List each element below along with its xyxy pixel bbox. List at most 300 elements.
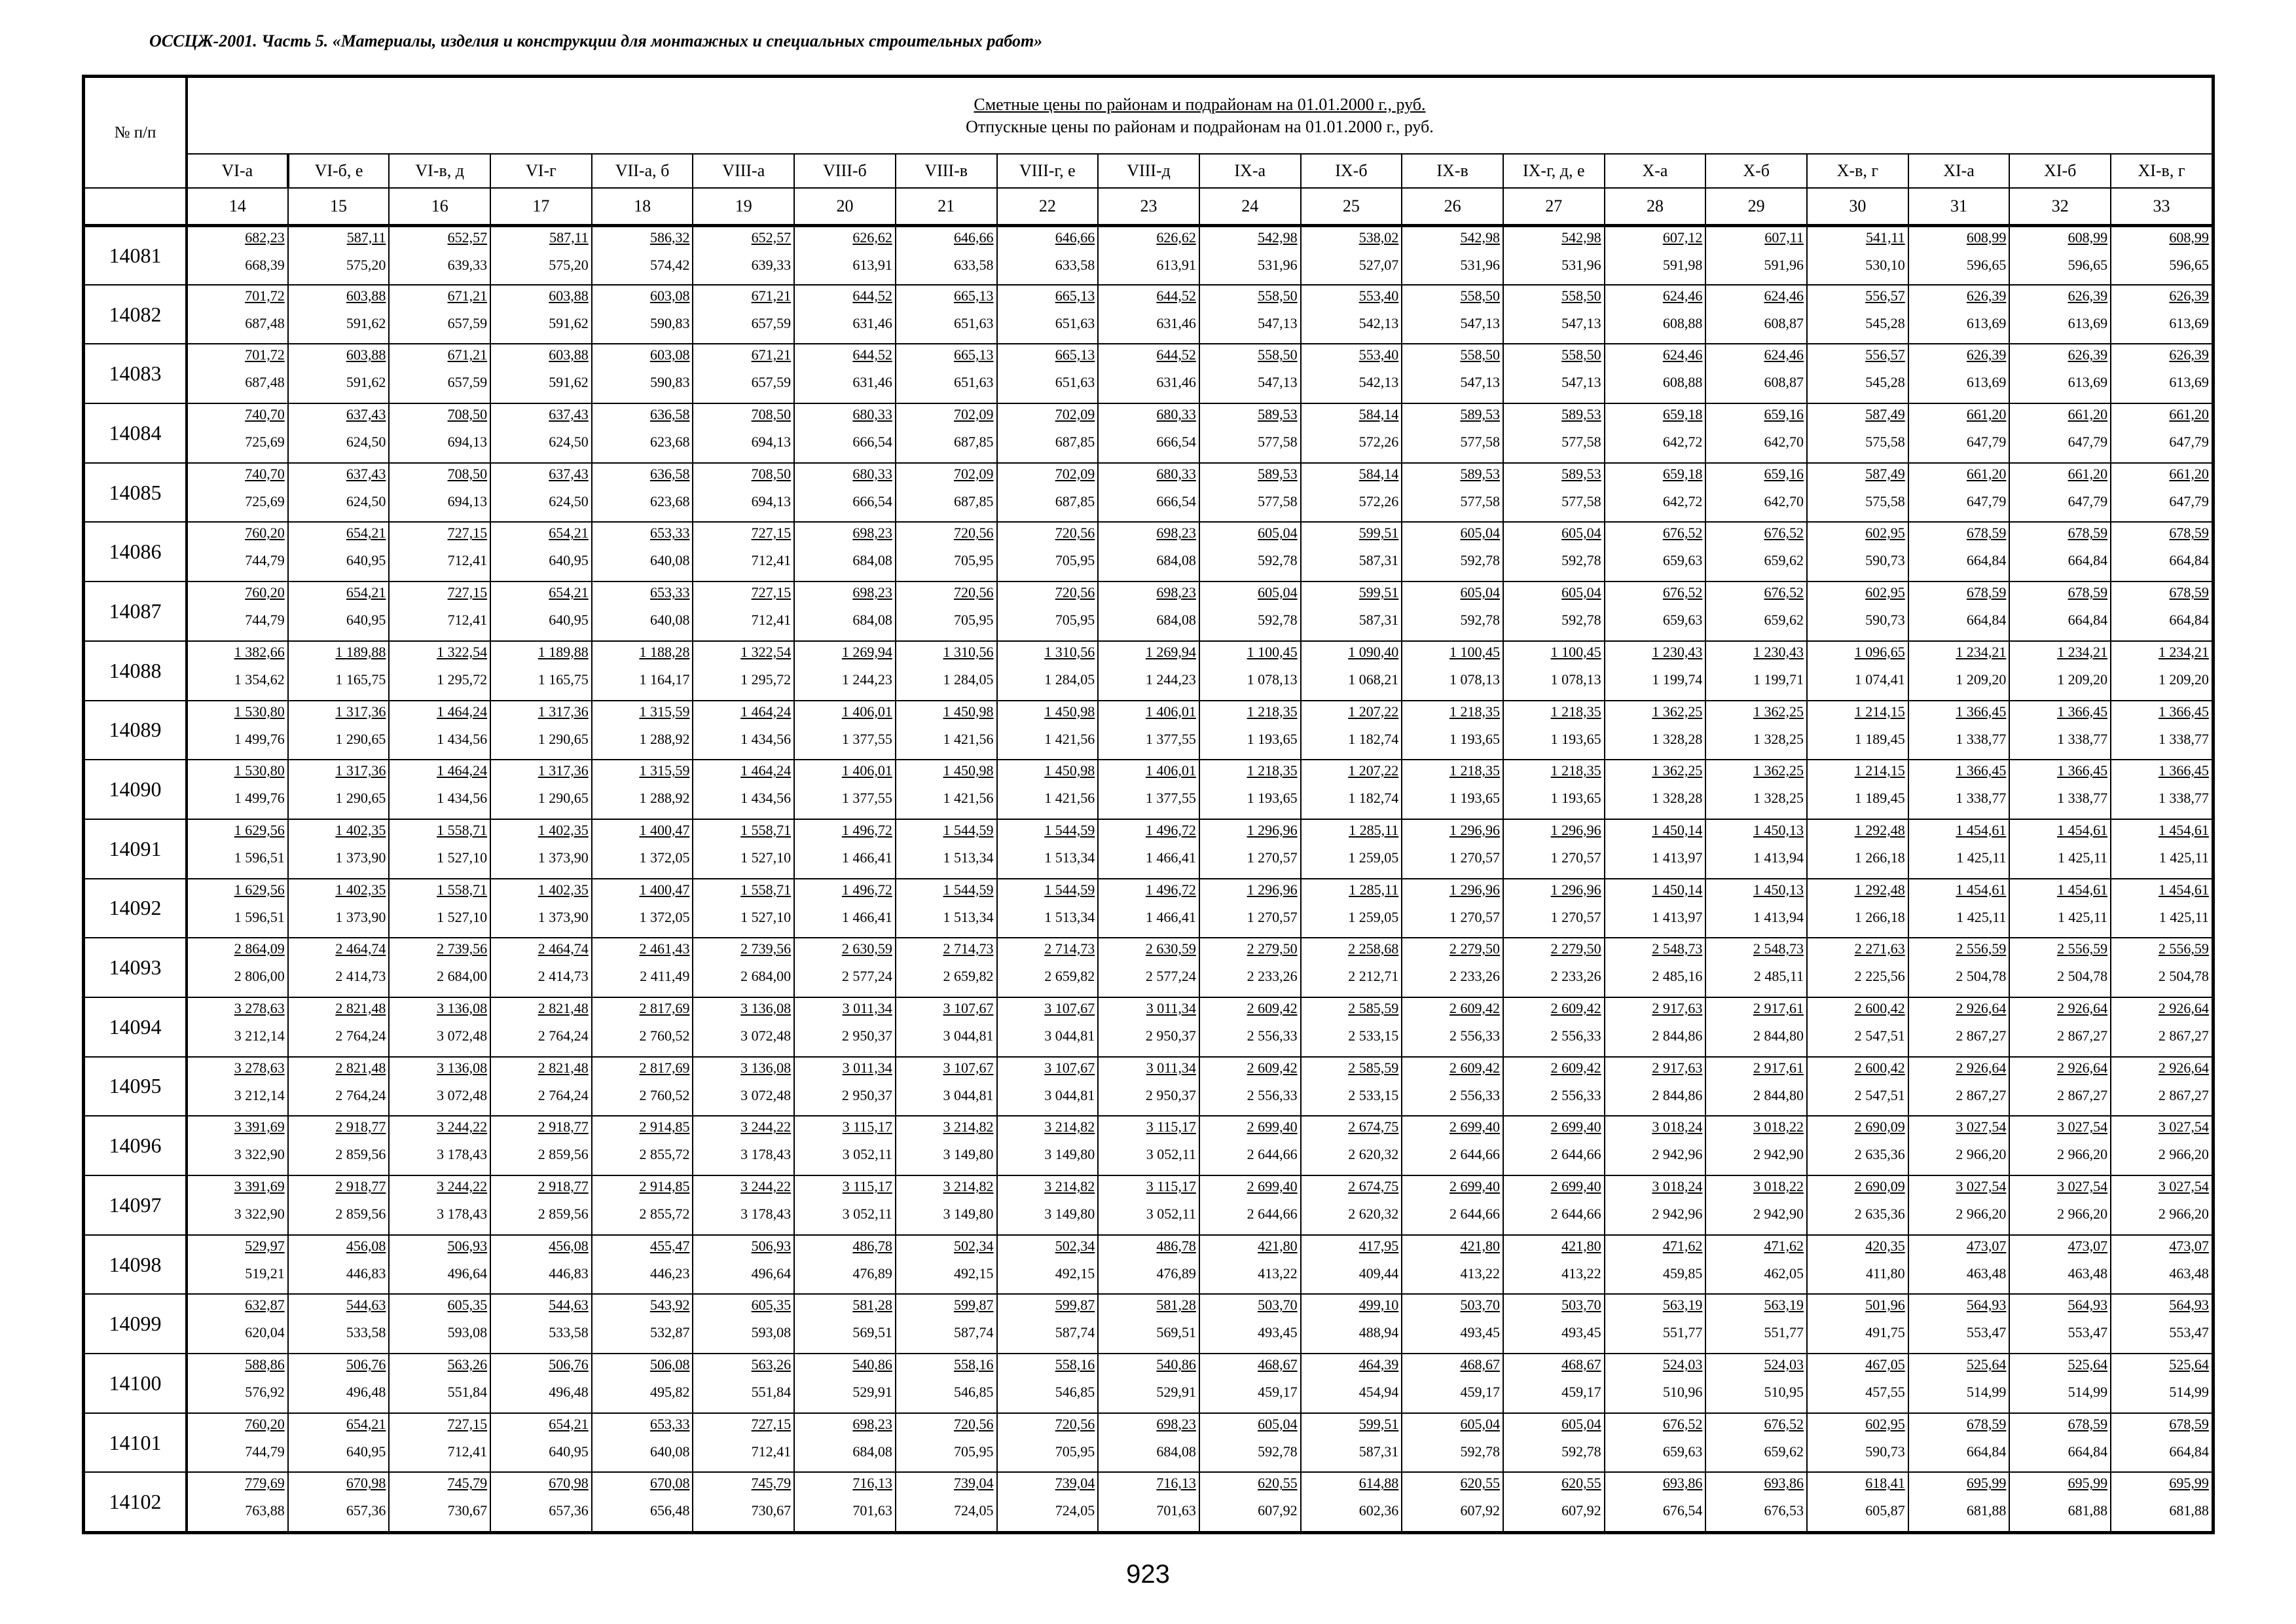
- release-price: 590,73: [1865, 612, 1905, 629]
- release-price: 640,95: [549, 612, 589, 629]
- release-price: 2 966,20: [2158, 1206, 2209, 1222]
- price-cell: [490, 641, 592, 701]
- estimated-price: 2 279,50: [1550, 940, 1601, 957]
- release-price: 459,17: [1561, 1384, 1601, 1401]
- price-cell: [693, 1294, 794, 1354]
- table-row: [84, 1057, 2212, 1116]
- estimated-price: 654,21: [346, 525, 386, 542]
- price-cell: [1705, 760, 1807, 819]
- estimated-price: 486,78: [852, 1237, 892, 1254]
- estimated-price: 2 630,59: [841, 940, 892, 957]
- estimated-price: 1 450,98: [943, 703, 994, 720]
- table-row: [84, 581, 2212, 641]
- price-cell: [1705, 879, 1807, 938]
- release-price: 1 328,28: [1652, 790, 1703, 807]
- estimated-price: 614,88: [1358, 1475, 1399, 1492]
- page-number: 923: [1126, 1560, 1170, 1589]
- estimated-price: 1 317,36: [538, 703, 589, 720]
- price-cell: [1807, 1294, 1908, 1354]
- release-price: 657,36: [346, 1502, 386, 1519]
- release-price: 2 760,52: [639, 1086, 690, 1103]
- row-number: 14102: [84, 1472, 187, 1532]
- estimated-price: 708,50: [447, 406, 488, 423]
- price-cell: [389, 938, 490, 997]
- release-price: 553,47: [2068, 1324, 2108, 1341]
- estimated-price: 467,05: [1865, 1356, 1905, 1373]
- estimated-price: 618,41: [1865, 1475, 1905, 1492]
- estimated-price: 626,39: [1966, 287, 2007, 304]
- release-price: 640,08: [649, 552, 690, 569]
- estimated-price: 1 454,61: [2158, 881, 2209, 898]
- estimated-price: 1 100,45: [1550, 643, 1601, 660]
- estimated-price: 540,86: [852, 1356, 892, 1373]
- column-number: 30: [1807, 188, 1908, 225]
- price-cell: [592, 760, 693, 819]
- release-price: 575,20: [549, 256, 589, 273]
- price-cell: [288, 285, 390, 344]
- estimated-price: 3 018,24: [1652, 1118, 1703, 1135]
- price-cell: [1199, 285, 1301, 344]
- price-cell: [490, 581, 592, 641]
- price-cell: [1503, 1294, 1605, 1354]
- release-price: 592,78: [1258, 552, 1298, 569]
- release-price: 2 844,86: [1652, 1027, 1703, 1044]
- estimated-price: 740,70: [245, 406, 285, 423]
- price-cell: [592, 522, 693, 581]
- estimated-price: 632,87: [245, 1297, 285, 1314]
- price-cell: [1705, 701, 1807, 760]
- region-header: VIII-д: [1098, 154, 1199, 188]
- estimated-price: 727,15: [751, 525, 792, 542]
- column-number-blank: [84, 188, 187, 225]
- price-cell: [187, 225, 288, 285]
- release-price: 533,58: [346, 1324, 386, 1341]
- release-price: 1 270,57: [1247, 908, 1298, 925]
- price-cell: [1908, 701, 2010, 760]
- price-cell: [693, 997, 794, 1057]
- price-cell: [288, 1235, 390, 1295]
- estimated-price: 2 821,48: [335, 1059, 386, 1076]
- price-cell: [490, 1235, 592, 1295]
- release-price: 681,88: [2068, 1502, 2108, 1519]
- price-cell: [2111, 403, 2212, 463]
- estimated-price: 654,21: [346, 584, 386, 601]
- estimated-price: 603,88: [346, 287, 386, 304]
- price-cell: [896, 1175, 997, 1235]
- table-body: [84, 225, 2212, 1532]
- price-cell: [1301, 1116, 1402, 1175]
- estimated-price: 605,04: [1561, 584, 1601, 601]
- price-cell: [2009, 879, 2111, 938]
- release-price: 2 764,24: [335, 1086, 386, 1103]
- release-price: 491,75: [1865, 1324, 1905, 1341]
- row-number: 14085: [84, 463, 187, 523]
- estimated-price: 3 391,69: [234, 1118, 285, 1135]
- price-cell: [1705, 1116, 1807, 1175]
- region-header: XI-а: [1908, 154, 2010, 188]
- price-cell: [1301, 522, 1402, 581]
- estimated-price: 607,11: [1764, 229, 1804, 246]
- estimated-price: 708,50: [447, 465, 488, 482]
- region-header: VI-в, д: [389, 154, 490, 188]
- release-price: 1 425,11: [2159, 908, 2209, 925]
- price-cell: [794, 1175, 896, 1235]
- price-cell: [794, 997, 896, 1057]
- region-header: XI-в, г: [2111, 154, 2212, 188]
- estimated-price: 584,14: [1358, 465, 1399, 482]
- price-cell: [592, 1294, 693, 1354]
- estimated-price: 624,46: [1662, 346, 1703, 363]
- price-cell: [1301, 938, 1402, 997]
- estimated-price: 1 450,14: [1652, 821, 1703, 838]
- price-cell: [1098, 403, 1199, 463]
- estimated-price: 654,21: [549, 584, 589, 601]
- price-cell: [490, 1294, 592, 1354]
- release-price: 492,15: [1055, 1264, 1095, 1282]
- price-cell: [389, 701, 490, 760]
- release-price: 2 620,32: [1348, 1206, 1399, 1222]
- price-cell: [693, 1472, 794, 1532]
- price-cell: [2111, 1472, 2212, 1532]
- release-price: 639,33: [751, 256, 792, 273]
- release-price: 593,08: [751, 1324, 792, 1341]
- release-price: 2 867,27: [2057, 1086, 2108, 1103]
- price-table: [84, 77, 2213, 1532]
- estimated-price: 1 450,98: [1044, 762, 1095, 779]
- price-cell: [693, 522, 794, 581]
- estimated-price: 720,56: [954, 584, 994, 601]
- estimated-price: 608,99: [1966, 229, 2007, 246]
- price-cell: [490, 819, 592, 879]
- estimated-price: 1 207,22: [1348, 762, 1399, 779]
- estimated-price: 698,23: [852, 584, 892, 601]
- release-price: 496,48: [346, 1384, 386, 1401]
- estimated-price: 3 107,67: [943, 1059, 994, 1076]
- estimated-price: 626,39: [2169, 287, 2209, 304]
- release-price: 712,41: [447, 1443, 488, 1460]
- estimated-price: 605,04: [1561, 1415, 1601, 1432]
- estimated-price: 3 391,69: [234, 1178, 285, 1194]
- price-cell: [1098, 344, 1199, 403]
- estimated-price: 1 285,11: [1349, 881, 1399, 898]
- release-price: 2 659,82: [1044, 968, 1095, 985]
- estimated-price: 716,13: [1156, 1475, 1196, 1492]
- price-cell: [2111, 1057, 2212, 1116]
- price-cell: [1908, 938, 2010, 997]
- release-price: 2 966,20: [1956, 1146, 2007, 1163]
- price-cell: [1098, 1057, 1199, 1116]
- price-cell: [1908, 1472, 2010, 1532]
- estimated-price: 1 366,45: [1956, 762, 2007, 779]
- release-price: 457,55: [1865, 1384, 1905, 1401]
- price-cell: [896, 581, 997, 641]
- release-price: 705,95: [954, 612, 994, 629]
- price-cell: [1199, 1175, 1301, 1235]
- price-cell: [1199, 879, 1301, 938]
- price-cell: [389, 285, 490, 344]
- release-price: 1 328,28: [1652, 730, 1703, 747]
- price-cell: [1908, 1235, 2010, 1295]
- price-cell: [1807, 225, 1908, 285]
- price-cell: [1199, 522, 1301, 581]
- release-price: 545,28: [1865, 314, 1905, 331]
- release-price: 462,05: [1764, 1264, 1804, 1282]
- price-cell: [288, 1175, 390, 1235]
- release-price: 659,62: [1764, 612, 1804, 629]
- release-price: 647,79: [2169, 492, 2209, 509]
- release-price: 3 178,43: [740, 1206, 792, 1222]
- release-price: 640,95: [346, 552, 386, 569]
- release-price: 730,67: [447, 1502, 488, 1519]
- price-cell: [1503, 581, 1605, 641]
- price-cell: [490, 285, 592, 344]
- price-cell: [896, 522, 997, 581]
- estimated-price: 3 027,54: [1956, 1118, 2007, 1135]
- price-cell: [1605, 344, 1706, 403]
- estimated-price: 603,08: [649, 346, 690, 363]
- price-cell: [1807, 997, 1908, 1057]
- estimated-price: 456,08: [346, 1237, 386, 1254]
- estimated-price: 620,55: [1258, 1475, 1298, 1492]
- estimated-price: 702,09: [954, 406, 994, 423]
- price-cell: [1705, 819, 1807, 879]
- release-price: 642,72: [1662, 434, 1703, 451]
- release-price: 3 072,48: [437, 1086, 488, 1103]
- release-price: 684,08: [1156, 552, 1196, 569]
- price-cell: [1503, 997, 1605, 1057]
- release-price: 1 295,72: [740, 671, 792, 688]
- release-price: 2 684,00: [437, 968, 488, 985]
- estimated-price: 693,86: [1764, 1475, 1804, 1492]
- release-price: 577,58: [1561, 434, 1601, 451]
- estimated-price: 2 918,77: [538, 1178, 589, 1194]
- estimated-price: 2 464,74: [335, 940, 386, 957]
- estimated-price: 624,46: [1764, 287, 1804, 304]
- release-price: 1 270,57: [1449, 849, 1500, 866]
- price-cell: [794, 344, 896, 403]
- price-cell: [1807, 1472, 1908, 1532]
- release-price: 608,88: [1662, 314, 1703, 331]
- price-cell: [1301, 1235, 1402, 1295]
- release-price: 1 527,10: [740, 908, 792, 925]
- estimated-price: 1 100,45: [1247, 643, 1298, 660]
- release-price: 687,48: [245, 374, 285, 391]
- release-price: 2 485,16: [1652, 968, 1703, 985]
- price-cell: [490, 1175, 592, 1235]
- price-cell: [2009, 938, 2111, 997]
- estimated-price: 503,70: [1561, 1297, 1601, 1314]
- estimated-price: 698,23: [852, 525, 892, 542]
- estimated-price: 473,07: [2068, 1237, 2108, 1254]
- release-price: 2 859,56: [538, 1206, 589, 1222]
- estimated-price: 682,23: [245, 229, 285, 246]
- release-price: 1 193,65: [1449, 790, 1500, 807]
- price-cell: [490, 1413, 592, 1473]
- release-price: 2 414,73: [335, 968, 386, 985]
- estimated-price: 745,79: [447, 1475, 488, 1492]
- estimated-price: 544,63: [549, 1297, 589, 1314]
- price-cell: [1605, 1235, 1706, 1295]
- estimated-price: 2 258,68: [1348, 940, 1399, 957]
- price-cell: [1605, 225, 1706, 285]
- estimated-price: 603,88: [346, 346, 386, 363]
- price-cell: [1402, 641, 1503, 701]
- column-number: 26: [1402, 188, 1503, 225]
- release-price: 1 209,20: [1956, 671, 2007, 688]
- price-cell: [2009, 1294, 2111, 1354]
- region-header: VIII-а: [693, 154, 794, 188]
- estimated-price: 646,66: [1055, 229, 1095, 246]
- release-price: 531,96: [1258, 256, 1298, 273]
- estimated-price: 1 234,21: [2158, 643, 2209, 660]
- estimated-price: 624,46: [1764, 346, 1804, 363]
- release-price: 1 466,41: [841, 908, 892, 925]
- release-price: 2 859,56: [335, 1146, 386, 1163]
- price-cell: [896, 879, 997, 938]
- estimated-price: 644,52: [1156, 346, 1196, 363]
- price-cell: [1908, 1294, 2010, 1354]
- release-price: 2 950,37: [841, 1086, 892, 1103]
- release-price: 1 338,77: [1956, 730, 2007, 747]
- estimated-price: 2 690,09: [1854, 1118, 1905, 1135]
- release-price: 545,28: [1865, 374, 1905, 391]
- estimated-price: 2 690,09: [1854, 1178, 1905, 1194]
- release-price: 1 421,56: [1044, 790, 1095, 807]
- price-cell: [1199, 1235, 1301, 1295]
- release-price: 493,45: [1460, 1324, 1500, 1341]
- estimated-price: 653,33: [649, 1415, 690, 1432]
- price-cell: [1503, 344, 1605, 403]
- price-cell: [1098, 1235, 1199, 1295]
- estimated-price: 1 544,59: [943, 821, 994, 838]
- price-cell: [592, 1057, 693, 1116]
- estimated-price: 1 296,96: [1449, 881, 1500, 898]
- price-cell: [896, 1472, 997, 1532]
- estimated-price: 661,20: [1966, 406, 2007, 423]
- estimated-price: 486,78: [1156, 1237, 1196, 1254]
- price-cell: [896, 1413, 997, 1473]
- estimated-price: 1 464,24: [437, 703, 488, 720]
- price-cell: [1908, 1116, 2010, 1175]
- price-cell: [592, 879, 693, 938]
- release-price: 1 413,94: [1753, 849, 1804, 866]
- estimated-price: 2 585,59: [1348, 1059, 1399, 1076]
- price-cell: [794, 225, 896, 285]
- estimated-price: 589,53: [1460, 406, 1500, 423]
- release-price: 531,96: [1561, 256, 1601, 273]
- price-cell: [2111, 463, 2212, 523]
- estimated-price: 1 496,72: [841, 821, 892, 838]
- estimated-price: 676,52: [1662, 525, 1703, 542]
- estimated-price: 599,87: [954, 1297, 994, 1314]
- estimated-price: 1 269,94: [841, 643, 892, 660]
- release-price: 2 556,33: [1247, 1086, 1298, 1103]
- estimated-price: 740,70: [245, 465, 285, 482]
- release-price: 659,63: [1662, 1443, 1703, 1460]
- estimated-price: 698,23: [1156, 1415, 1196, 1432]
- estimated-price: 678,59: [1966, 1415, 2007, 1432]
- release-price: 492,15: [954, 1264, 994, 1282]
- price-cell: [1503, 879, 1605, 938]
- release-price: 642,70: [1764, 492, 1804, 509]
- estimated-price: 670,98: [346, 1475, 386, 1492]
- release-price: 701,63: [1156, 1502, 1196, 1519]
- estimated-price: 702,09: [1055, 406, 1095, 423]
- release-price: 577,58: [1258, 434, 1298, 451]
- estimated-price: 2 609,42: [1449, 999, 1500, 1016]
- release-price: 2 577,24: [1145, 968, 1196, 985]
- row-number: 14092: [84, 879, 187, 938]
- estimated-price: 2 556,59: [2057, 940, 2108, 957]
- release-price: 1 434,56: [740, 790, 792, 807]
- price-cell: [1301, 581, 1402, 641]
- estimated-price: 605,04: [1460, 584, 1500, 601]
- column-number: 25: [1301, 188, 1402, 225]
- estimated-price: 525,64: [1966, 1356, 2007, 1373]
- release-price: 607,92: [1460, 1502, 1500, 1519]
- release-price: 476,89: [852, 1264, 892, 1282]
- estimated-price: 708,50: [751, 406, 792, 423]
- estimated-price: 2 699,40: [1449, 1118, 1500, 1135]
- price-cell: [693, 581, 794, 641]
- estimated-price: 680,33: [852, 406, 892, 423]
- price-cell: [2009, 581, 2111, 641]
- release-price: 1 270,57: [1550, 908, 1601, 925]
- price-cell: [1605, 997, 1706, 1057]
- release-price: 647,79: [2068, 492, 2108, 509]
- price-cell: [1503, 1057, 1605, 1116]
- release-price: 1 338,77: [2158, 790, 2209, 807]
- price-cell: [794, 1472, 896, 1532]
- table-row: [84, 1175, 2212, 1235]
- release-price: 2 233,26: [1449, 968, 1500, 985]
- release-price: 542,13: [1358, 314, 1399, 331]
- estimated-price: 1 296,96: [1550, 821, 1601, 838]
- estimated-price: 659,18: [1662, 465, 1703, 482]
- release-price: 2 859,56: [538, 1146, 589, 1163]
- price-cell: [592, 225, 693, 285]
- table-row: [84, 1116, 2212, 1175]
- price-cell: [592, 1472, 693, 1532]
- release-price: 1 372,05: [639, 849, 690, 866]
- price-cell: [1807, 760, 1908, 819]
- release-price: 590,73: [1865, 1443, 1905, 1460]
- price-cell: [794, 285, 896, 344]
- release-price: 546,85: [954, 1384, 994, 1401]
- price-cell: [389, 225, 490, 285]
- price-cell: [1402, 285, 1503, 344]
- estimated-price: 524,03: [1764, 1356, 1804, 1373]
- estimated-price: 637,43: [346, 406, 386, 423]
- price-cell: [2111, 760, 2212, 819]
- release-price: 463,48: [2169, 1264, 2209, 1282]
- price-cell: [1402, 522, 1503, 581]
- row-number: 14081: [84, 225, 187, 285]
- release-price: 2 485,11: [1753, 968, 1804, 985]
- release-price: 553,47: [2169, 1324, 2209, 1341]
- estimated-price: 2 609,42: [1449, 1059, 1500, 1076]
- price-cell: [1807, 1235, 1908, 1295]
- estimated-price: 716,13: [852, 1475, 892, 1492]
- release-price: 1 193,65: [1449, 730, 1500, 747]
- estimated-price: 1 454,61: [2057, 821, 2108, 838]
- release-price: 3 322,90: [234, 1146, 285, 1163]
- estimated-price: 3 011,34: [842, 999, 892, 1016]
- price-cell: [389, 522, 490, 581]
- estimated-price: 671,21: [751, 346, 792, 363]
- estimated-price: 587,49: [1865, 406, 1905, 423]
- price-cell: [1503, 225, 1605, 285]
